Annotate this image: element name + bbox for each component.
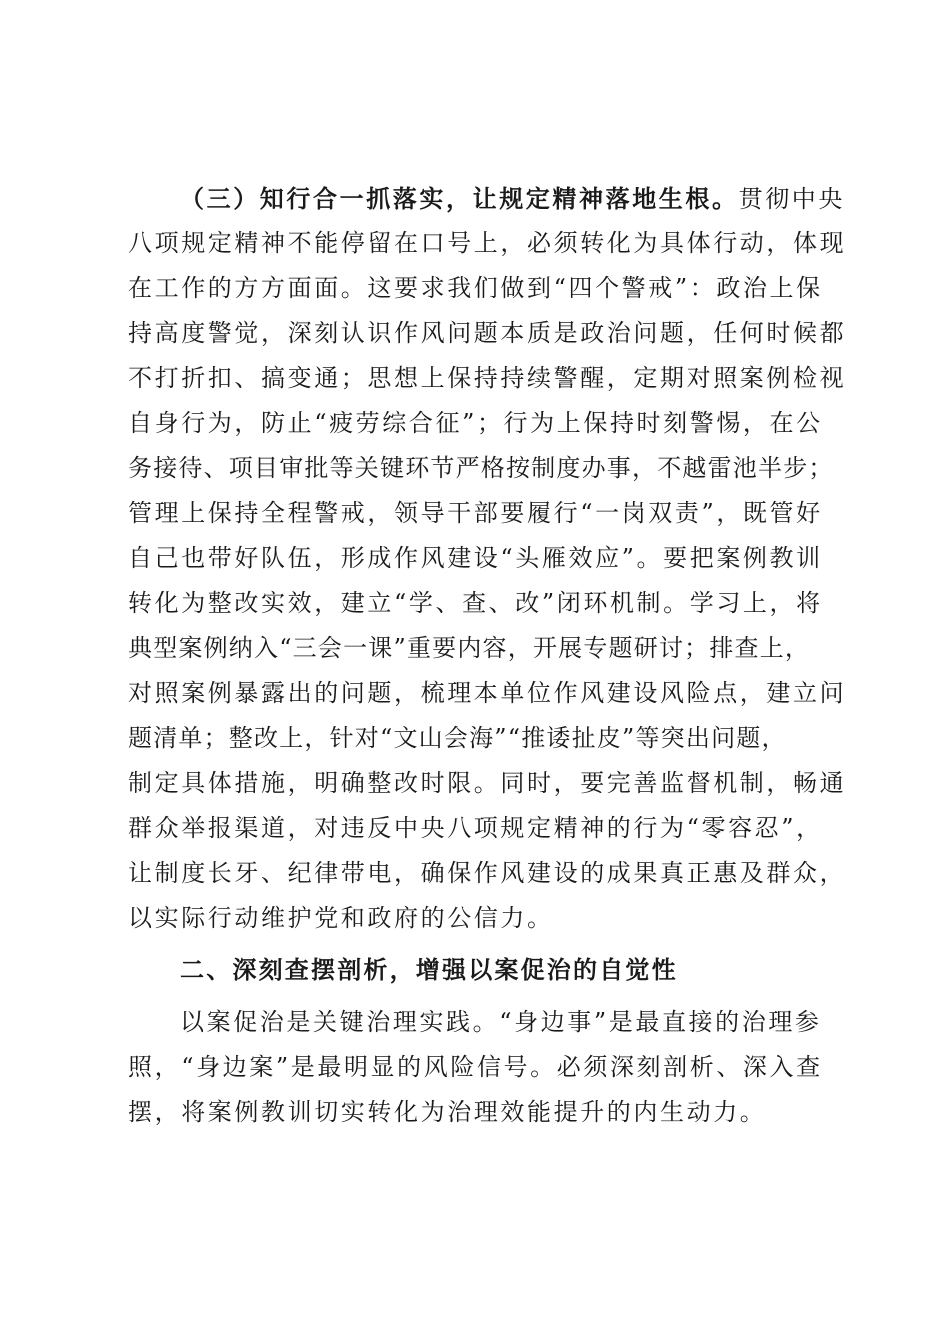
paragraph-line: 不打折扣、搞变通；思想上保持持续警醒，定期对照案例检视 xyxy=(128,364,847,392)
paragraph-line: 让制度长牙、纪律带电，确保作风建设的成果真正惠及群众， xyxy=(128,859,847,887)
section-3-line-1-text: 贯彻中央 xyxy=(738,185,846,213)
paragraph-line: 群众举报渠道，对违反中央八项规定精神的行为“零容忍”， xyxy=(128,814,823,842)
paragraph-line: 转化为整改实效，建立“学、查、改”闭环机制。学习上，将 xyxy=(128,589,823,617)
paragraph-line: 题清单；整改上，针对“文山会海”“推诿扯皮”等突出问题， xyxy=(128,724,787,752)
paragraph-line: 管理上保持全程警戒，领导干部要履行“一岗双责”，既管好 xyxy=(128,499,823,527)
paragraph-line: 自身行为，防止“疲劳综合征”；行为上保持时刻警惕，在公 xyxy=(128,409,823,437)
paragraph-line: 制定具体措施，明确整改时限。同时，要完善监督机制，畅通 xyxy=(128,769,847,797)
section-heading: 二、深刻查摆剖析，增强以案促治的自觉性 xyxy=(180,956,678,984)
paragraph-line: 以案促治是关键治理实践。“身边事”是最直接的治理参 xyxy=(180,1008,822,1036)
paragraph-line: 自己也带好队伍，形成作风建设“头雁效应”。要把案例教训 xyxy=(128,544,823,572)
paragraph-line: 照，“身边案”是最明显的风险信号。必须深刻剖析、深入查 xyxy=(128,1053,823,1081)
section-3-first-line xyxy=(128,176,848,221)
paragraph-line: 典型案例纳入“三会一课”重要内容，开展专题研讨；排查上， xyxy=(128,634,811,662)
paragraph-line: 务接待、项目审批等关键环节严格按制度办事，不越雷池半步； xyxy=(128,454,834,482)
paragraph-line: 持高度警觉，深刻认识作风问题本质是政治问题，任何时候都 xyxy=(128,319,847,347)
paragraph-line: 在工作的方方面面。这要求我们做到“四个警戒”：政治上保 xyxy=(128,274,823,302)
paragraph-line: 以实际行动维护党和政府的公信力。 xyxy=(128,904,554,932)
document-body xyxy=(128,176,848,1135)
paragraph-line: 八项规定精神不能停留在口号上，必须转化为具体行动，体现 xyxy=(128,229,847,257)
section-3-title: （三）知行合一抓落实，让规定精神落地生根。 xyxy=(180,184,739,213)
paragraph-line: 对照案例暴露出的问题，梳理本单位作风建设风险点，建立问 xyxy=(128,679,847,707)
paragraph-line: 摆，将案例教训切实转化为治理效能提升的内生动力。 xyxy=(128,1098,767,1126)
